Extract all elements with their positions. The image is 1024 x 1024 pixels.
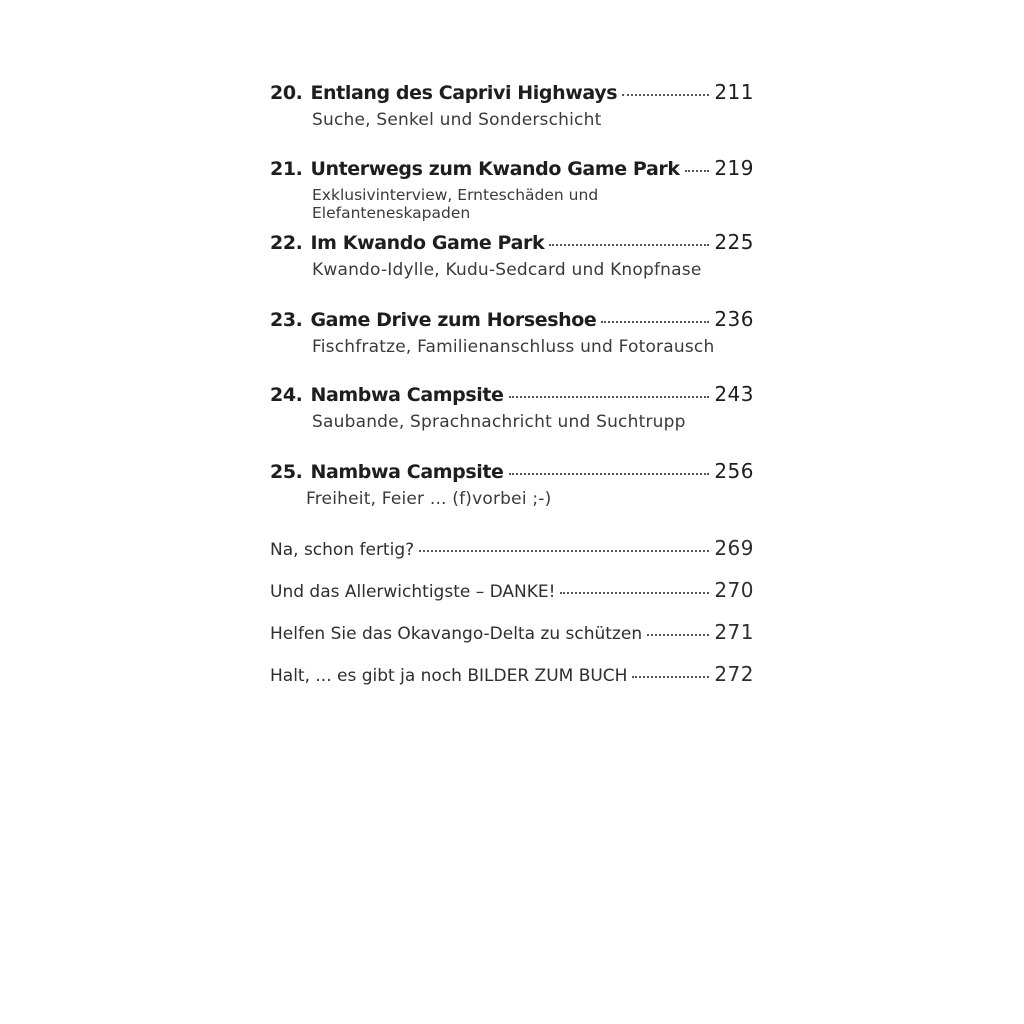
entry-title: Und das Allerwichtigste – DANKE! xyxy=(270,582,556,602)
toc-entry-chapter-25[interactable] xyxy=(270,459,754,509)
chapter-title: Unterwegs zum Kwando Game Park xyxy=(310,158,680,180)
dot-leader xyxy=(601,318,709,323)
chapter-subtitle: Saubande, Sprachnachricht und Suchtrupp xyxy=(312,412,686,432)
toc-entry-line xyxy=(270,80,754,104)
toc-entry-na-schon-fertig[interactable] xyxy=(270,536,754,560)
toc-entry-line xyxy=(270,156,754,180)
chapter-number: 21. xyxy=(270,158,303,180)
toc-entry-chapter-21[interactable] xyxy=(270,156,754,222)
dot-leader xyxy=(685,167,710,172)
chapter-title: Nambwa Campsite xyxy=(310,461,504,483)
chapter-title: Entlang des Caprivi Highways xyxy=(310,82,618,104)
toc-entry-okavango-delta[interactable] xyxy=(270,620,754,644)
entry-title: Halt, ... es gibt ja noch BILDER ZUM BUCH xyxy=(270,666,628,686)
toc-entry-line xyxy=(270,536,754,560)
page-number: 256 xyxy=(714,459,754,483)
page-number: 270 xyxy=(714,578,754,602)
dot-leader xyxy=(647,631,709,636)
chapter-subtitle: Kwando-Idylle, Kudu-Sedcard und Knopfnase xyxy=(312,260,702,280)
toc-entry-line xyxy=(270,382,754,406)
chapter-subtitle: Fischfratze, Familienanschluss und Fotorausch xyxy=(312,337,715,357)
dot-leader xyxy=(509,470,710,475)
page-number: 236 xyxy=(714,307,754,331)
toc-entry-chapter-23[interactable] xyxy=(270,307,754,357)
chapter-subtitle: Freiheit, Feier ... (f)vorbei ;-) xyxy=(306,489,552,509)
chapter-number: 25. xyxy=(270,461,303,483)
page-number: 271 xyxy=(714,620,754,644)
dot-leader xyxy=(560,589,709,594)
chapter-subtitle: Exklusivinterview, Ernteschäden und Elefanteneskapaden xyxy=(312,186,599,222)
toc-entry-line xyxy=(270,307,754,331)
toc-entry-chapter-24[interactable] xyxy=(270,382,754,432)
page-number: 225 xyxy=(714,230,754,254)
toc-entry-line xyxy=(270,662,754,686)
toc-entry-chapter-20[interactable] xyxy=(270,80,754,130)
toc-entry-bilder-zum-buch[interactable] xyxy=(270,662,754,686)
page-number: 272 xyxy=(714,662,754,686)
page-number: 219 xyxy=(714,156,754,180)
toc-entry-danke[interactable] xyxy=(270,578,754,602)
chapter-number: 24. xyxy=(270,384,303,406)
dot-leader xyxy=(549,241,709,246)
chapter-number: 20. xyxy=(270,82,303,104)
toc-entry-line xyxy=(270,459,754,483)
toc-entry-line xyxy=(270,230,754,254)
toc-entry-line xyxy=(270,578,754,602)
chapter-subtitle: Suche, Senkel und Sonderschicht xyxy=(312,110,602,130)
entry-title: Na, schon fertig? xyxy=(270,540,415,560)
page-number: 269 xyxy=(714,536,754,560)
page-number: 211 xyxy=(714,80,754,104)
chapter-number: 23. xyxy=(270,309,303,331)
chapter-number: 22. xyxy=(270,232,303,254)
dot-leader xyxy=(622,91,709,96)
entry-title: Helfen Sie das Okavango-Delta zu schützen xyxy=(270,624,643,644)
toc-entry-line xyxy=(270,620,754,644)
dot-leader xyxy=(509,393,710,398)
toc-entry-chapter-22[interactable] xyxy=(270,230,754,280)
dot-leader xyxy=(419,547,709,552)
chapter-title: Game Drive zum Horseshoe xyxy=(310,309,597,331)
dot-leader xyxy=(632,673,709,678)
page-number: 243 xyxy=(714,382,754,406)
chapter-title: Nambwa Campsite xyxy=(310,384,504,406)
chapter-title: Im Kwando Game Park xyxy=(310,232,545,254)
